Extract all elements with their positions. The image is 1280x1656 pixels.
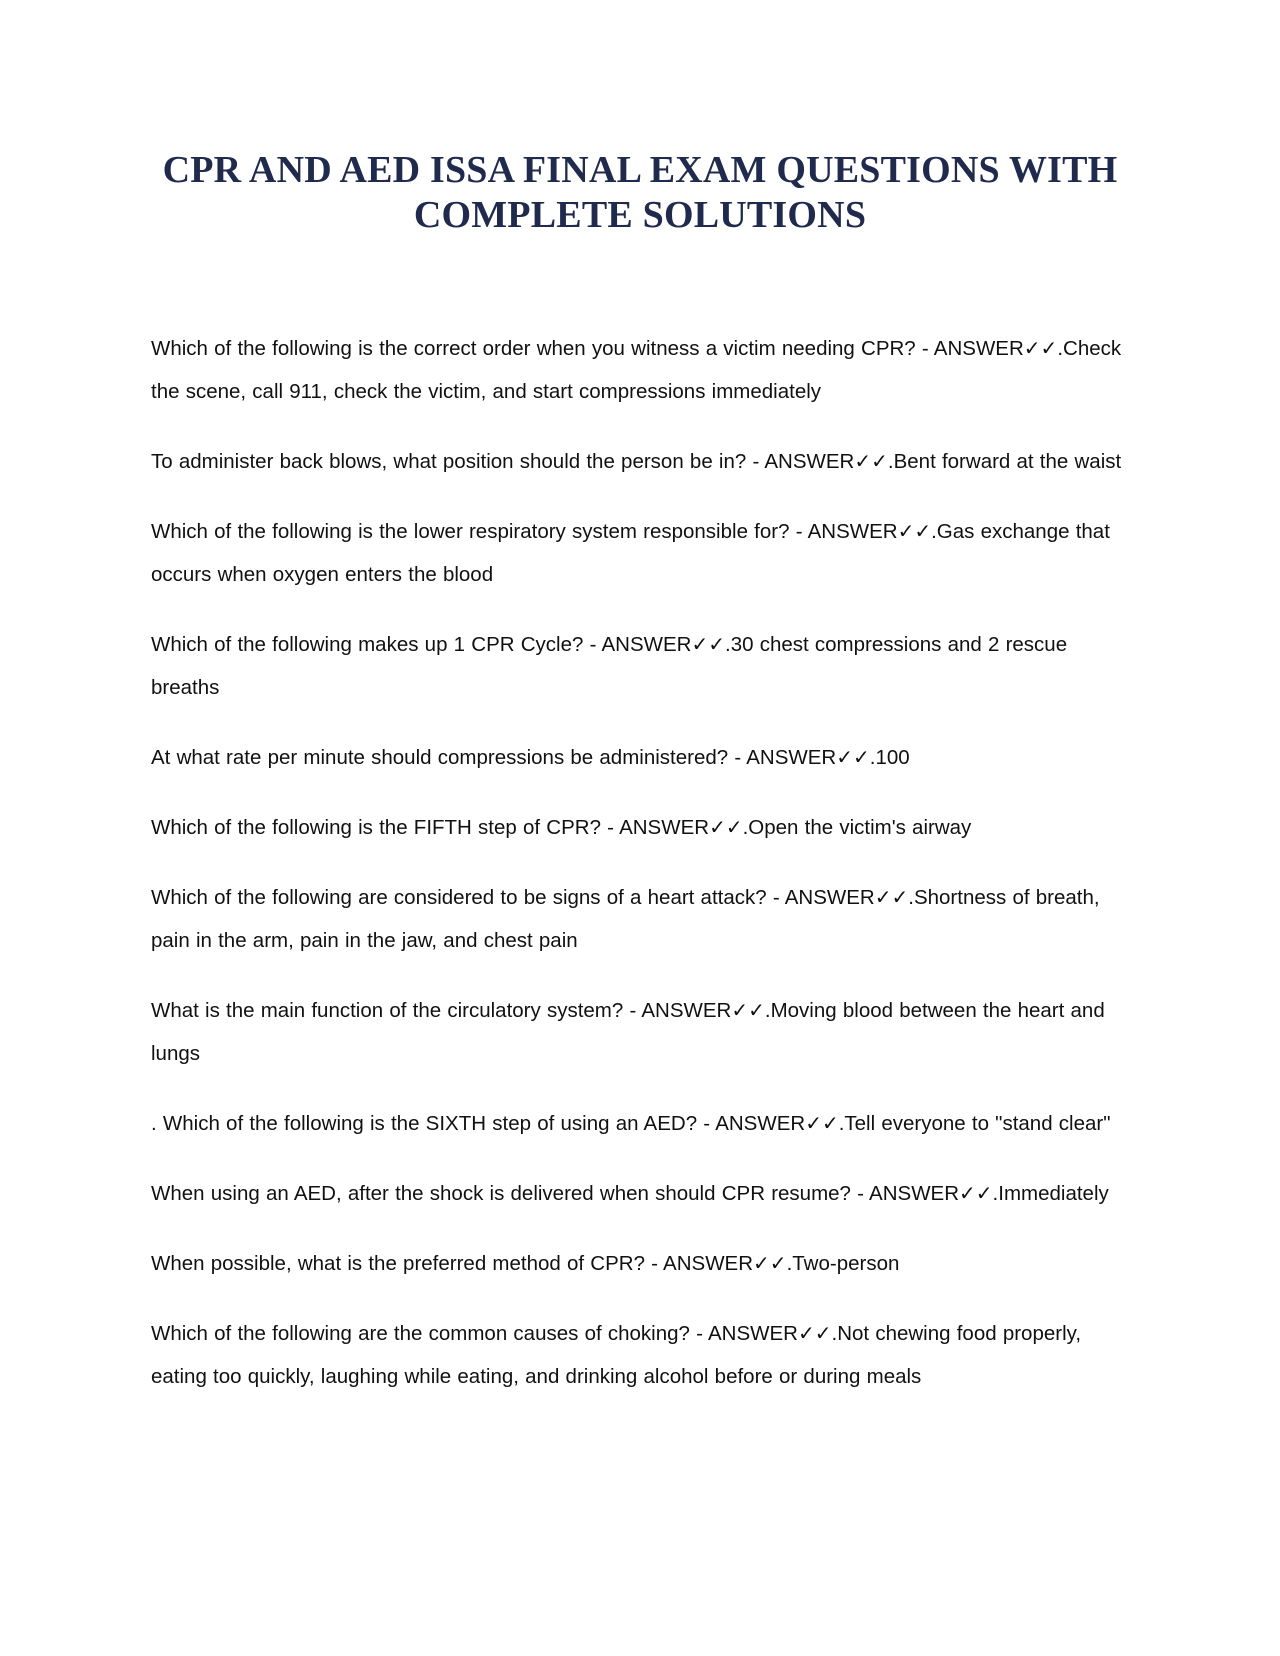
answer-marker: - ANSWER xyxy=(789,520,898,543)
answer-text: Gas exchange that occurs when oxygen enters the blood xyxy=(151,520,1110,586)
answer-prefix: . xyxy=(908,886,914,909)
qa-item xyxy=(151,1312,1141,1398)
answer-text: Bent forward at the waist xyxy=(893,450,1122,473)
qa-item xyxy=(151,510,1141,596)
question-text: Which of the following are considered to be signs of a heart attack? xyxy=(151,886,767,909)
double-check-icon: ✓✓ xyxy=(959,1181,993,1205)
answer-marker: - ANSWER xyxy=(689,1322,798,1345)
answer-prefix: . xyxy=(725,633,731,656)
answer-prefix: . xyxy=(887,450,894,473)
double-check-icon: ✓✓ xyxy=(897,519,932,543)
question-text: When using an AED, after the shock is delivered when should CPR resume? xyxy=(151,1182,851,1205)
question-text: Which of the following makes up 1 CPR Cycle? xyxy=(151,633,584,656)
answer-text: Shortness of breath, pain in the arm, pain in the jaw, and chest pain xyxy=(151,886,1100,952)
qa-item xyxy=(151,623,1141,709)
answer-marker: - ANSWER xyxy=(583,633,692,656)
answer-text: 30 chest compressions and 2 rescue breaths xyxy=(151,633,1068,699)
answer-prefix: . xyxy=(992,1182,999,1205)
question-text: Which of the following is the FIFTH step of CPR? xyxy=(151,816,601,839)
answer-text: Tell everyone to "stand clear" xyxy=(844,1112,1111,1135)
qa-item xyxy=(151,876,1141,962)
double-check-icon: ✓✓ xyxy=(731,998,765,1022)
answer-text: Check the scene, call 911, check the victim, and start compressions immediately xyxy=(151,337,1122,403)
answer-text: Immediately xyxy=(998,1182,1109,1205)
answer-marker: - ANSWER xyxy=(728,746,837,769)
double-check-icon: ✓✓ xyxy=(709,815,743,839)
answer-marker: - ANSWER xyxy=(623,999,732,1022)
qa-item xyxy=(151,806,1141,849)
answer-text: Open the victim's airway xyxy=(748,816,972,839)
double-check-icon: ✓✓ xyxy=(836,745,870,769)
double-check-icon: ✓✓ xyxy=(854,449,888,473)
document-title: CPR AND AED ISSA FINAL EXAM QUESTIONS WITH COMPLETE SOLUTIONS xyxy=(162,149,1118,236)
question-text: Which of the following is the lower respiratory system responsible for? xyxy=(151,520,790,543)
question-text: Which of the following are the common causes of choking? xyxy=(151,1322,690,1345)
double-check-icon: ✓✓ xyxy=(753,1251,787,1275)
answer-marker: - ANSWER xyxy=(850,1182,960,1205)
answer-marker: - ANSWER xyxy=(600,816,710,839)
qa-item xyxy=(151,1102,1141,1145)
qa-item xyxy=(151,989,1141,1075)
qa-list xyxy=(151,327,1141,1425)
answer-marker: - ANSWER xyxy=(644,1252,754,1275)
answer-marker: - ANSWER xyxy=(697,1112,806,1135)
answer-marker: - ANSWER xyxy=(766,886,875,909)
answer-prefix: . xyxy=(1057,337,1064,360)
answer-prefix: . xyxy=(764,999,771,1022)
question-text: At what rate per minute should compressions be administered? xyxy=(151,746,729,769)
answer-prefix: . xyxy=(869,746,876,769)
question-text: . Which of the following is the SIXTH step of using an AED? xyxy=(151,1112,698,1135)
question-text: What is the main function of the circulatory system? xyxy=(151,999,624,1022)
double-check-icon: ✓✓ xyxy=(798,1321,832,1345)
question-text: To administer back blows, what position should the person be in? xyxy=(151,450,747,473)
qa-item xyxy=(151,327,1141,413)
answer-text: Not chewing food properly, eating too quickly, laughing while eating, and drinking alcohol before or during meals xyxy=(151,1322,1082,1388)
answer-text: Two-person xyxy=(792,1252,900,1275)
double-check-icon: ✓✓ xyxy=(691,632,726,656)
answer-marker: - ANSWER xyxy=(746,450,855,473)
qa-item xyxy=(151,736,1141,779)
answer-prefix: . xyxy=(786,1252,793,1275)
double-check-icon: ✓✓ xyxy=(874,885,909,909)
answer-prefix: . xyxy=(742,816,749,839)
answer-prefix: . xyxy=(931,520,937,543)
answer-marker: - ANSWER xyxy=(915,337,1024,360)
double-check-icon: ✓✓ xyxy=(1023,336,1058,360)
question-text: Which of the following is the correct order when you witness a victim needing CPR? xyxy=(151,337,916,360)
answer-text: 100 xyxy=(875,746,910,769)
question-text: When possible, what is the preferred method of CPR? xyxy=(151,1252,645,1275)
double-check-icon: ✓✓ xyxy=(805,1111,839,1135)
qa-item xyxy=(151,1242,1141,1285)
answer-prefix: . xyxy=(831,1322,838,1345)
answer-prefix: . xyxy=(838,1112,845,1135)
qa-item xyxy=(151,440,1141,483)
qa-item xyxy=(151,1172,1141,1215)
answer-text: Moving blood between the heart and lungs xyxy=(151,999,1105,1065)
